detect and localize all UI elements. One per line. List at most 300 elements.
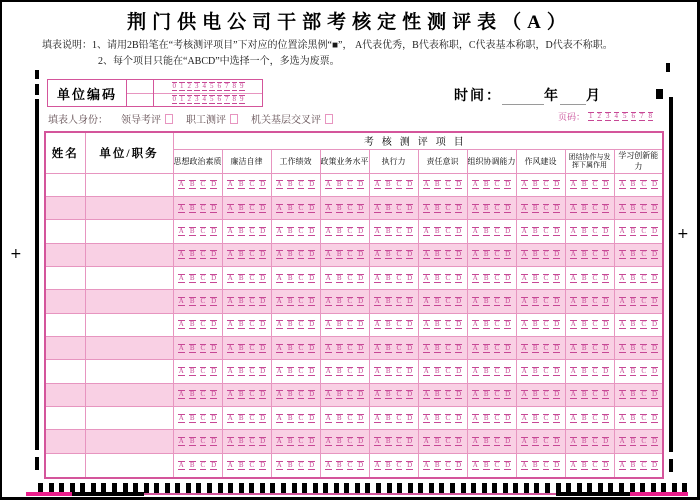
bubble-B[interactable]: B <box>630 460 636 469</box>
bubble-C[interactable]: C <box>200 226 206 235</box>
bubble-A[interactable]: A <box>423 296 429 305</box>
bubble-C[interactable]: C <box>543 343 549 352</box>
bubble-D[interactable]: D <box>456 320 462 329</box>
bubble-B[interactable]: B <box>581 437 587 446</box>
bubble-D[interactable]: D <box>407 343 413 352</box>
digit-bubble-5[interactable]: 5 <box>210 95 214 104</box>
bubble-B[interactable]: B <box>630 250 636 259</box>
bubble-D[interactable]: D <box>651 460 658 469</box>
digit-bubble-4[interactable]: 4 <box>202 81 206 90</box>
digit-bubble-1[interactable]: 1 <box>180 95 184 104</box>
bubble-D[interactable]: D <box>603 367 609 376</box>
bubble-B[interactable]: B <box>581 367 587 376</box>
bubble-C[interactable]: C <box>347 226 353 235</box>
bubble-D[interactable]: D <box>505 343 511 352</box>
page-digit-7[interactable]: 7 <box>640 112 644 120</box>
bubble-B[interactable]: B <box>483 250 489 259</box>
bubble-B[interactable]: B <box>238 460 244 469</box>
bubble-A[interactable]: A <box>325 180 331 189</box>
bubble-B[interactable]: B <box>630 203 636 212</box>
bubble-A[interactable]: A <box>276 250 282 259</box>
bubble-B[interactable]: B <box>238 413 244 422</box>
bubble-A[interactable]: A <box>521 180 527 189</box>
bubble-C[interactable]: C <box>347 180 353 189</box>
bubble-D[interactable]: D <box>603 437 609 446</box>
bubble-C[interactable]: C <box>494 390 500 399</box>
bubble-C[interactable]: C <box>298 320 304 329</box>
identity-checkbox-1[interactable] <box>165 114 173 124</box>
bubble-D[interactable]: D <box>309 413 315 422</box>
bubble-D[interactable]: D <box>505 460 511 469</box>
bubble-B[interactable]: B <box>630 343 636 352</box>
bubble-B[interactable]: B <box>189 203 195 212</box>
bubble-D[interactable]: D <box>211 460 217 469</box>
bubble-B[interactable]: B <box>238 343 244 352</box>
time-year-blank[interactable] <box>502 89 544 105</box>
name-cell[interactable] <box>45 243 85 266</box>
bubble-D[interactable]: D <box>651 437 658 446</box>
bubble-A[interactable]: A <box>276 343 282 352</box>
bubble-C[interactable]: C <box>543 226 549 235</box>
bubble-A[interactable]: A <box>374 437 380 446</box>
bubble-B[interactable]: B <box>189 320 195 329</box>
bubble-D[interactable]: D <box>505 180 511 189</box>
bubble-C[interactable]: C <box>396 413 402 422</box>
bubble-C[interactable]: C <box>200 390 206 399</box>
bubble-B[interactable]: B <box>434 296 440 305</box>
bubble-B[interactable]: B <box>189 180 195 189</box>
bubble-A[interactable]: A <box>521 203 527 212</box>
bubble-D[interactable]: D <box>309 226 315 235</box>
bubble-C[interactable]: C <box>200 343 206 352</box>
bubble-C[interactable]: C <box>494 413 500 422</box>
bubble-C[interactable]: C <box>298 273 304 282</box>
bubble-B[interactable]: B <box>336 413 342 422</box>
bubble-D[interactable]: D <box>554 250 560 259</box>
bubble-C[interactable]: C <box>249 296 255 305</box>
bubble-B[interactable]: B <box>189 273 195 282</box>
bubble-A[interactable]: A <box>570 367 576 376</box>
bubble-B[interactable]: B <box>336 250 342 259</box>
bubble-D[interactable]: D <box>554 180 560 189</box>
bubble-B[interactable]: B <box>630 437 636 446</box>
bubble-A[interactable]: A <box>423 273 429 282</box>
bubble-D[interactable]: D <box>456 460 462 469</box>
bubble-A[interactable]: A <box>276 390 282 399</box>
unit-cell[interactable] <box>85 383 173 406</box>
unit-cell[interactable] <box>85 173 173 196</box>
bubble-C[interactable]: C <box>445 226 451 235</box>
bubble-C[interactable]: C <box>494 180 500 189</box>
bubble-D[interactable]: D <box>603 320 609 329</box>
bubble-C[interactable]: C <box>298 343 304 352</box>
bubble-A[interactable]: A <box>178 273 184 282</box>
bubble-C[interactable]: C <box>543 460 549 469</box>
bubble-A[interactable]: A <box>472 180 478 189</box>
bubble-C[interactable]: C <box>396 226 402 235</box>
name-cell[interactable] <box>45 290 85 313</box>
bubble-A[interactable]: A <box>423 437 429 446</box>
bubble-D[interactable]: D <box>211 367 217 376</box>
bubble-C[interactable]: C <box>592 343 598 352</box>
bubble-B[interactable]: B <box>581 390 587 399</box>
name-cell[interactable] <box>45 196 85 219</box>
bubble-D[interactable]: D <box>554 460 560 469</box>
bubble-B[interactable]: B <box>238 390 244 399</box>
bubble-B[interactable]: B <box>630 180 636 189</box>
bubble-D[interactable]: D <box>456 367 462 376</box>
bubble-D[interactable]: D <box>505 226 511 235</box>
page-digit-5[interactable]: 5 <box>623 112 627 120</box>
bubble-B[interactable]: B <box>287 203 293 212</box>
bubble-B[interactable]: B <box>238 226 244 235</box>
bubble-A[interactable]: A <box>423 413 429 422</box>
bubble-C[interactable]: C <box>396 367 402 376</box>
bubble-C[interactable]: C <box>641 413 646 422</box>
bubble-C[interactable]: C <box>543 273 549 282</box>
bubble-A[interactable]: A <box>227 367 233 376</box>
bubble-B[interactable]: B <box>385 296 391 305</box>
bubble-A[interactable]: A <box>374 320 380 329</box>
unit-cell[interactable] <box>85 266 173 289</box>
digit-bubble-7[interactable]: 7 <box>225 81 229 90</box>
bubble-D[interactable]: D <box>407 367 413 376</box>
unit-cell[interactable] <box>85 430 173 453</box>
bubble-A[interactable]: A <box>178 367 184 376</box>
bubble-D[interactable]: D <box>358 203 364 212</box>
bubble-C[interactable]: C <box>298 390 304 399</box>
bubble-C[interactable]: C <box>396 180 402 189</box>
bubble-C[interactable]: C <box>249 226 255 235</box>
bubble-A[interactable]: A <box>374 203 380 212</box>
bubble-C[interactable]: C <box>592 460 598 469</box>
bubble-C[interactable]: C <box>298 180 304 189</box>
bubble-B[interactable]: B <box>189 296 195 305</box>
bubble-D[interactable]: D <box>505 273 511 282</box>
bubble-C[interactable]: C <box>445 413 451 422</box>
bubble-A[interactable]: A <box>521 390 527 399</box>
bubble-B[interactable]: B <box>532 273 538 282</box>
bubble-B[interactable]: B <box>287 460 293 469</box>
bubble-B[interactable]: B <box>630 226 636 235</box>
bubble-A[interactable]: A <box>619 343 625 352</box>
bubble-A[interactable]: A <box>423 367 429 376</box>
bubble-C[interactable]: C <box>641 320 646 329</box>
bubble-D[interactable]: D <box>554 226 560 235</box>
bubble-A[interactable]: A <box>472 296 478 305</box>
bubble-D[interactable]: D <box>456 203 462 212</box>
bubble-C[interactable]: C <box>641 296 646 305</box>
bubble-D[interactable]: D <box>505 367 511 376</box>
bubble-C[interactable]: C <box>396 273 402 282</box>
bubble-A[interactable]: A <box>521 460 527 469</box>
bubble-C[interactable]: C <box>592 367 598 376</box>
bubble-B[interactable]: B <box>238 180 244 189</box>
bubble-A[interactable]: A <box>472 390 478 399</box>
bubble-C[interactable]: C <box>347 343 353 352</box>
bubble-D[interactable]: D <box>407 226 413 235</box>
bubble-A[interactable]: A <box>325 460 331 469</box>
bubble-D[interactable]: D <box>211 296 217 305</box>
bubble-C[interactable]: C <box>641 273 646 282</box>
bubble-D[interactable]: D <box>407 203 413 212</box>
bubble-B[interactable]: B <box>483 273 489 282</box>
bubble-B[interactable]: B <box>483 180 489 189</box>
bubble-D[interactable]: D <box>554 343 560 352</box>
bubble-B[interactable]: B <box>532 226 538 235</box>
bubble-A[interactable]: A <box>325 343 331 352</box>
unit-cell[interactable] <box>85 360 173 383</box>
bubble-B[interactable]: B <box>336 367 342 376</box>
bubble-B[interactable]: B <box>287 390 293 399</box>
bubble-A[interactable]: A <box>276 413 282 422</box>
bubble-C[interactable]: C <box>445 273 451 282</box>
bubble-B[interactable]: B <box>434 390 440 399</box>
bubble-B[interactable]: B <box>385 390 391 399</box>
bubble-C[interactable]: C <box>200 250 206 259</box>
bubble-C[interactable]: C <box>396 203 402 212</box>
bubble-B[interactable]: B <box>630 413 636 422</box>
bubble-D[interactable]: D <box>358 296 364 305</box>
bubble-C[interactable]: C <box>298 460 304 469</box>
bubble-D[interactable]: D <box>358 390 364 399</box>
bubble-D[interactable]: D <box>260 367 266 376</box>
bubble-B[interactable]: B <box>336 320 342 329</box>
bubble-A[interactable]: A <box>423 343 429 352</box>
bubble-B[interactable]: B <box>238 296 244 305</box>
bubble-D[interactable]: D <box>309 367 315 376</box>
bubble-C[interactable]: C <box>347 460 353 469</box>
bubble-C[interactable]: C <box>249 180 255 189</box>
bubble-A[interactable]: A <box>472 273 478 282</box>
bubble-C[interactable]: C <box>200 460 206 469</box>
bubble-C[interactable]: C <box>641 226 646 235</box>
bubble-B[interactable]: B <box>483 343 489 352</box>
bubble-A[interactable]: A <box>472 250 478 259</box>
bubble-C[interactable]: C <box>543 180 549 189</box>
bubble-B[interactable]: B <box>238 320 244 329</box>
bubble-A[interactable]: A <box>472 460 478 469</box>
bubble-C[interactable]: C <box>298 437 304 446</box>
bubble-A[interactable]: A <box>374 460 380 469</box>
bubble-A[interactable]: A <box>276 437 282 446</box>
bubble-A[interactable]: A <box>178 250 184 259</box>
name-cell[interactable] <box>45 383 85 406</box>
bubble-D[interactable]: D <box>651 250 658 259</box>
bubble-B[interactable]: B <box>434 203 440 212</box>
bubble-D[interactable]: D <box>505 390 511 399</box>
bubble-C[interactable]: C <box>298 226 304 235</box>
digit-bubble-0[interactable]: 0 <box>172 81 176 90</box>
bubble-A[interactable]: A <box>276 180 282 189</box>
bubble-D[interactable]: D <box>260 460 266 469</box>
bubble-C[interactable]: C <box>592 250 598 259</box>
bubble-C[interactable]: C <box>543 413 549 422</box>
bubble-D[interactable]: D <box>309 273 315 282</box>
bubble-A[interactable]: A <box>227 273 233 282</box>
bubble-A[interactable]: A <box>374 180 380 189</box>
bubble-C[interactable]: C <box>445 343 451 352</box>
bubble-D[interactable]: D <box>554 273 560 282</box>
bubble-C[interactable]: C <box>347 390 353 399</box>
bubble-D[interactable]: D <box>309 320 315 329</box>
bubble-D[interactable]: D <box>456 180 462 189</box>
bubble-B[interactable]: B <box>532 180 538 189</box>
bubble-C[interactable]: C <box>543 437 549 446</box>
bubble-D[interactable]: D <box>309 250 315 259</box>
bubble-C[interactable]: C <box>641 390 646 399</box>
bubble-C[interactable]: C <box>494 460 500 469</box>
digit-bubble-6[interactable]: 6 <box>217 81 221 90</box>
bubble-C[interactable]: C <box>445 203 451 212</box>
bubble-D[interactable]: D <box>651 296 658 305</box>
bubble-B[interactable]: B <box>483 203 489 212</box>
bubble-B[interactable]: B <box>483 390 489 399</box>
bubble-B[interactable]: B <box>385 320 391 329</box>
name-cell[interactable] <box>45 430 85 453</box>
bubble-A[interactable]: A <box>570 413 576 422</box>
bubble-A[interactable]: A <box>325 296 331 305</box>
bubble-B[interactable]: B <box>434 460 440 469</box>
bubble-D[interactable]: D <box>456 273 462 282</box>
bubble-D[interactable]: D <box>554 203 560 212</box>
bubble-A[interactable]: A <box>325 226 331 235</box>
bubble-A[interactable]: A <box>570 250 576 259</box>
bubble-B[interactable]: B <box>630 390 636 399</box>
bubble-A[interactable]: A <box>276 203 282 212</box>
bubble-B[interactable]: B <box>336 343 342 352</box>
bubble-D[interactable]: D <box>651 320 658 329</box>
bubble-B[interactable]: B <box>581 273 587 282</box>
bubble-A[interactable]: A <box>178 296 184 305</box>
bubble-B[interactable]: B <box>483 296 489 305</box>
bubble-D[interactable]: D <box>309 437 315 446</box>
bubble-C[interactable]: C <box>347 320 353 329</box>
bubble-C[interactable]: C <box>641 203 646 212</box>
bubble-A[interactable]: A <box>619 180 625 189</box>
bubble-D[interactable]: D <box>407 296 413 305</box>
bubble-B[interactable]: B <box>385 413 391 422</box>
bubble-C[interactable]: C <box>543 296 549 305</box>
bubble-A[interactable]: A <box>521 226 527 235</box>
bubble-A[interactable]: A <box>374 343 380 352</box>
bubble-D[interactable]: D <box>358 320 364 329</box>
bubble-B[interactable]: B <box>630 273 636 282</box>
time-month-blank[interactable] <box>560 89 586 105</box>
bubble-B[interactable]: B <box>434 250 440 259</box>
name-cell[interactable] <box>45 313 85 336</box>
bubble-A[interactable]: A <box>521 320 527 329</box>
bubble-B[interactable]: B <box>385 226 391 235</box>
bubble-B[interactable]: B <box>385 203 391 212</box>
bubble-C[interactable]: C <box>592 390 598 399</box>
bubble-D[interactable]: D <box>554 413 560 422</box>
digit-bubble-0[interactable]: 0 <box>172 95 176 104</box>
bubble-D[interactable]: D <box>505 320 511 329</box>
bubble-D[interactable]: D <box>456 413 462 422</box>
bubble-D[interactable]: D <box>554 367 560 376</box>
bubble-C[interactable]: C <box>200 203 206 212</box>
bubble-B[interactable]: B <box>532 437 538 446</box>
bubble-C[interactable]: C <box>543 250 549 259</box>
bubble-B[interactable]: B <box>434 180 440 189</box>
bubble-D[interactable]: D <box>260 343 266 352</box>
bubble-D[interactable]: D <box>407 250 413 259</box>
bubble-A[interactable]: A <box>325 390 331 399</box>
bubble-D[interactable]: D <box>260 180 266 189</box>
bubble-C[interactable]: C <box>249 250 255 259</box>
bubble-B[interactable]: B <box>336 437 342 446</box>
bubble-B[interactable]: B <box>385 460 391 469</box>
bubble-A[interactable]: A <box>472 320 478 329</box>
bubble-C[interactable]: C <box>347 273 353 282</box>
bubble-B[interactable]: B <box>238 250 244 259</box>
bubble-C[interactable]: C <box>445 320 451 329</box>
bubble-D[interactable]: D <box>358 367 364 376</box>
page-digit-6[interactable]: 6 <box>631 112 636 120</box>
bubble-D[interactable]: D <box>358 343 364 352</box>
bubble-C[interactable]: C <box>298 296 304 305</box>
name-cell[interactable] <box>45 173 85 196</box>
bubble-D[interactable]: D <box>407 180 413 189</box>
bubble-D[interactable]: D <box>505 296 511 305</box>
bubble-D[interactable]: D <box>651 273 658 282</box>
bubble-D[interactable]: D <box>651 226 658 235</box>
bubble-A[interactable]: A <box>472 343 478 352</box>
bubble-B[interactable]: B <box>434 437 440 446</box>
unit-cell[interactable] <box>85 243 173 266</box>
bubble-C[interactable]: C <box>592 226 598 235</box>
bubble-A[interactable]: A <box>570 180 576 189</box>
bubble-B[interactable]: B <box>238 437 244 446</box>
bubble-B[interactable]: B <box>385 343 391 352</box>
bubble-D[interactable]: D <box>211 320 217 329</box>
bubble-B[interactable]: B <box>336 180 342 189</box>
bubble-C[interactable]: C <box>592 413 598 422</box>
bubble-A[interactable]: A <box>472 367 478 376</box>
bubble-D[interactable]: D <box>505 413 511 422</box>
bubble-A[interactable]: A <box>521 296 527 305</box>
name-cell[interactable] <box>45 360 85 383</box>
bubble-A[interactable]: A <box>423 320 429 329</box>
bubble-C[interactable]: C <box>494 437 500 446</box>
bubble-D[interactable]: D <box>603 460 609 469</box>
bubble-C[interactable]: C <box>396 320 402 329</box>
bubble-B[interactable]: B <box>385 273 391 282</box>
bubble-D[interactable]: D <box>554 296 560 305</box>
bubble-D[interactable]: D <box>211 180 217 189</box>
bubble-D[interactable]: D <box>407 390 413 399</box>
bubble-A[interactable]: A <box>227 413 233 422</box>
bubble-D[interactable]: D <box>603 413 609 422</box>
bubble-A[interactable]: A <box>472 413 478 422</box>
bubble-A[interactable]: A <box>227 296 233 305</box>
bubble-A[interactable]: A <box>178 460 184 469</box>
bubble-C[interactable]: C <box>494 320 500 329</box>
bubble-D[interactable]: D <box>505 437 511 446</box>
bubble-D[interactable]: D <box>456 250 462 259</box>
bubble-B[interactable]: B <box>532 460 538 469</box>
bubble-B[interactable]: B <box>287 226 293 235</box>
digit-bubble-4[interactable]: 4 <box>202 95 206 104</box>
bubble-A[interactable]: A <box>423 460 429 469</box>
bubble-D[interactable]: D <box>358 226 364 235</box>
bubble-C[interactable]: C <box>494 343 500 352</box>
bubble-B[interactable]: B <box>336 226 342 235</box>
bubble-C[interactable]: C <box>494 226 500 235</box>
bubble-A[interactable]: A <box>227 250 233 259</box>
bubble-B[interactable]: B <box>189 413 195 422</box>
